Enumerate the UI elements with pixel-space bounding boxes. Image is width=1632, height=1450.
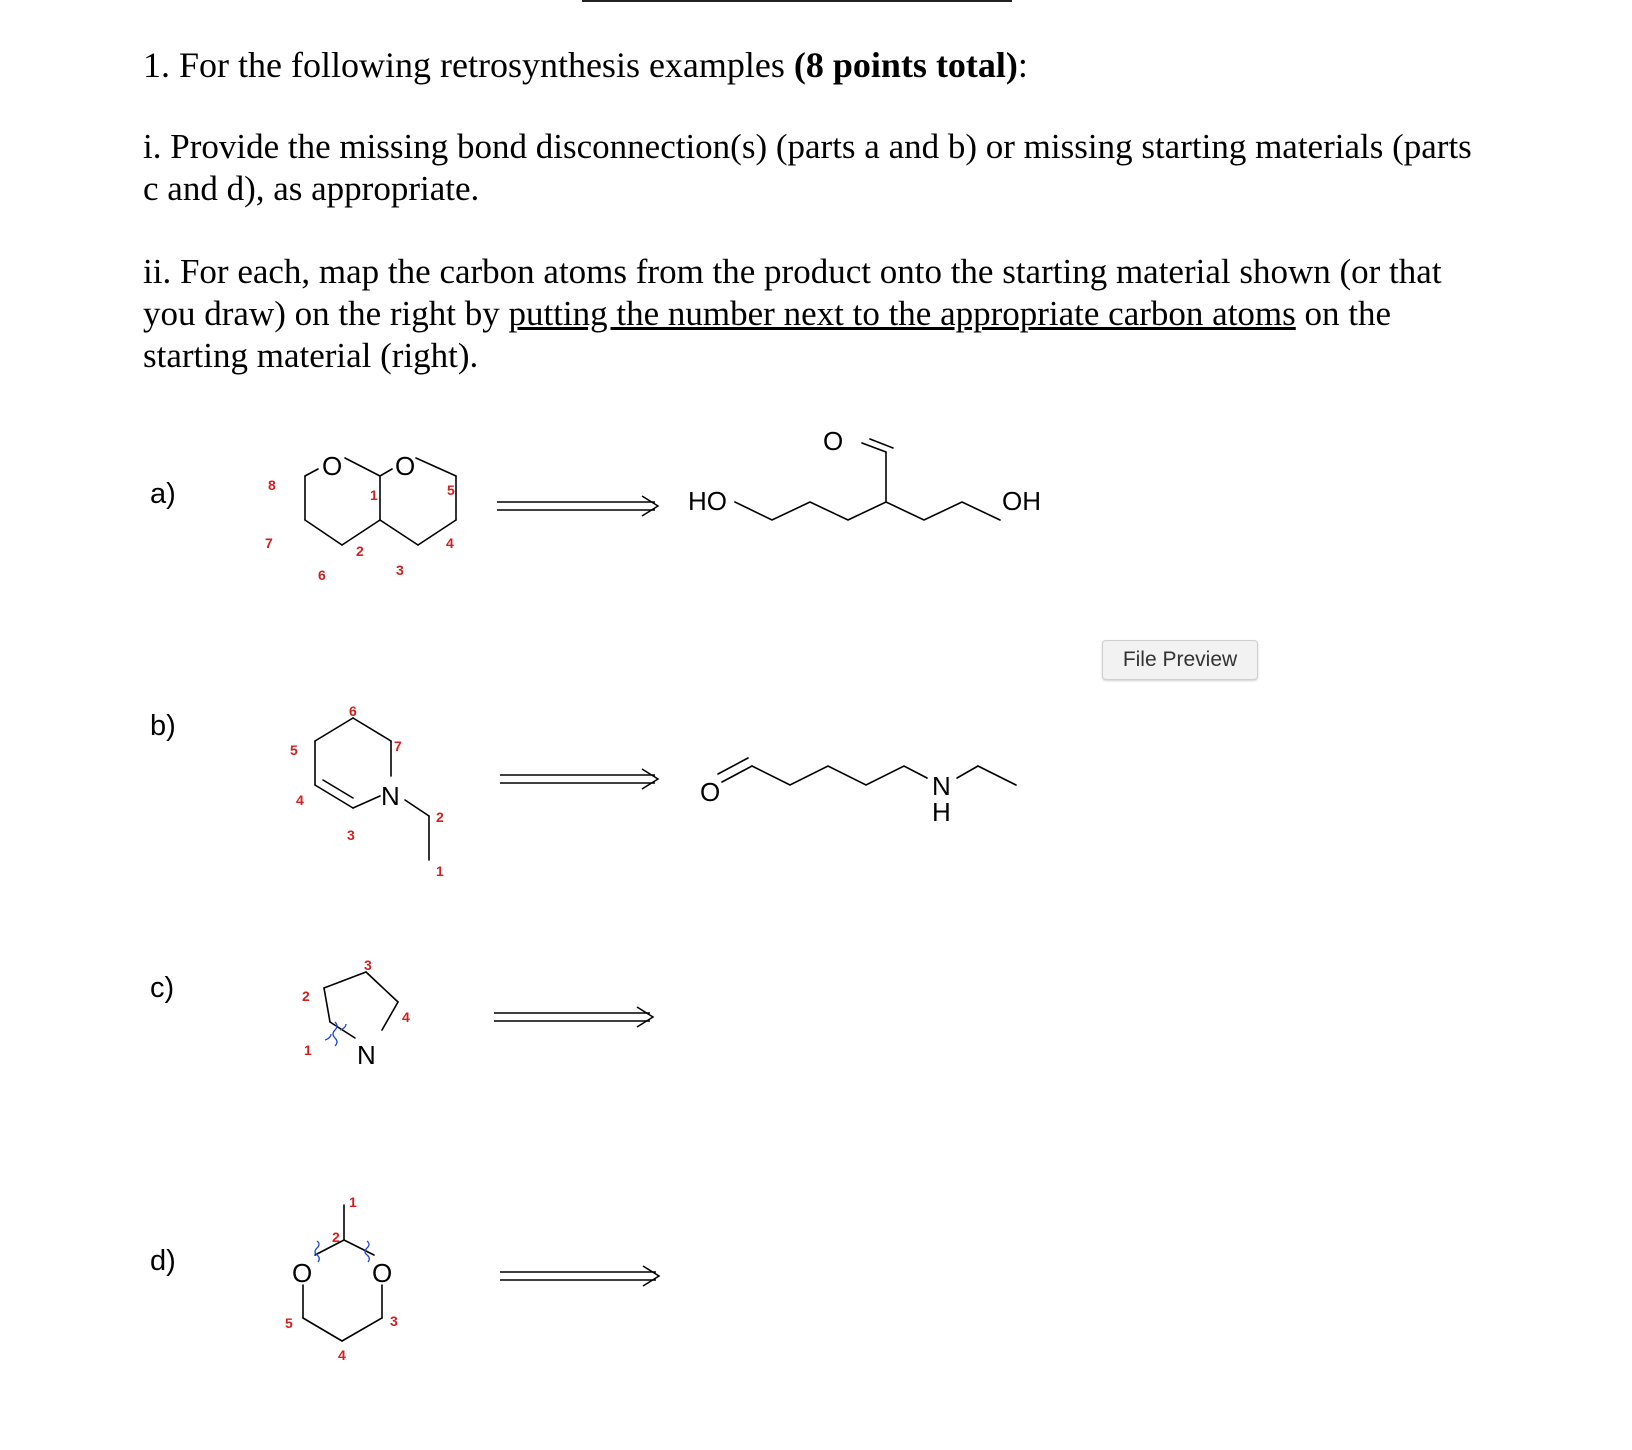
part-a-product-atom: O (395, 451, 416, 481)
question-number: 1. (143, 45, 170, 85)
part-b-product-atom: N (381, 781, 400, 811)
atom-number: 4 (296, 792, 304, 808)
part-b-sm-atom: O (700, 777, 721, 807)
atom-number: 3 (390, 1313, 398, 1329)
atom-number: 1 (370, 487, 378, 503)
atom-number: 4 (446, 535, 454, 551)
instruction-ii-end: on the starting material (right). (143, 294, 1392, 375)
part-b-sm-atom: N (932, 771, 951, 801)
atom-number: 5 (447, 482, 455, 498)
part-a-product-atom: O (322, 451, 343, 481)
part-d-retro-arrow (500, 1266, 659, 1286)
part-a-retro-arrow (497, 496, 658, 516)
instruction-ii-underlined: putting the number next to the appropriate carbon atoms (508, 294, 1296, 333)
atom-number: 2 (302, 988, 310, 1004)
atom-number: 3 (396, 562, 404, 578)
part-d-product-atom: O (372, 1258, 393, 1288)
atom-number: 7 (394, 738, 402, 754)
atom-number: 4 (402, 1009, 410, 1025)
part-b-starting-material (718, 758, 1016, 785)
part-a-sm-atom: OH (1002, 486, 1041, 516)
atom-number: 4 (338, 1347, 346, 1363)
part-a-label: a) (150, 478, 176, 510)
atom-number: 6 (349, 703, 357, 719)
question-points: (8 points total) (793, 45, 1018, 85)
atom-number: 7 (265, 535, 273, 551)
part-d-label: d) (150, 1245, 176, 1277)
atom-number: 2 (356, 543, 364, 559)
atom-number: 1 (436, 863, 444, 879)
part-b-label: b) (150, 710, 176, 742)
instruction-ii-start: ii. For each, map the carbon atoms from the product onto the starting material shown (or that you draw) on the right by (143, 252, 1442, 333)
instruction-i: i. Provide the missing bond disconnection(s) (parts a and b) or missing starting materials (parts c and d), as appropriate. (143, 127, 1472, 208)
atom-number: 3 (364, 957, 372, 973)
part-a-sm-atom: HO (688, 486, 727, 516)
part-c-label: c) (150, 972, 175, 1004)
atom-number: 1 (349, 1194, 357, 1210)
part-a-sm-atom: O (823, 426, 844, 456)
file-preview-button[interactable]: File Preview (1102, 640, 1258, 680)
atom-number: 5 (290, 742, 298, 758)
part-c-product (324, 972, 398, 1038)
atom-number: 8 (268, 477, 276, 493)
part-c-retro-arrow (494, 1007, 653, 1027)
part-a-starting-material (735, 439, 1000, 520)
atom-number: 2 (436, 809, 444, 825)
atom-number: 5 (285, 1315, 293, 1331)
part-b-retro-arrow (500, 769, 658, 789)
question-suffix: : (1017, 45, 1028, 85)
atom-number: 3 (347, 827, 355, 843)
question-text: For the following retrosynthesis examples (179, 45, 785, 85)
part-b-sm-atom: H (932, 797, 951, 827)
part-d-product (303, 1205, 382, 1341)
part-b-product (315, 718, 429, 860)
atom-number: 6 (318, 567, 326, 583)
bond-c1-o-left (345, 458, 380, 476)
atom-number: 2 (332, 1229, 340, 1245)
part-c-product-atom: N (357, 1040, 376, 1070)
part-d-product-atom: O (292, 1258, 313, 1288)
atom-number: 1 (304, 1042, 312, 1058)
